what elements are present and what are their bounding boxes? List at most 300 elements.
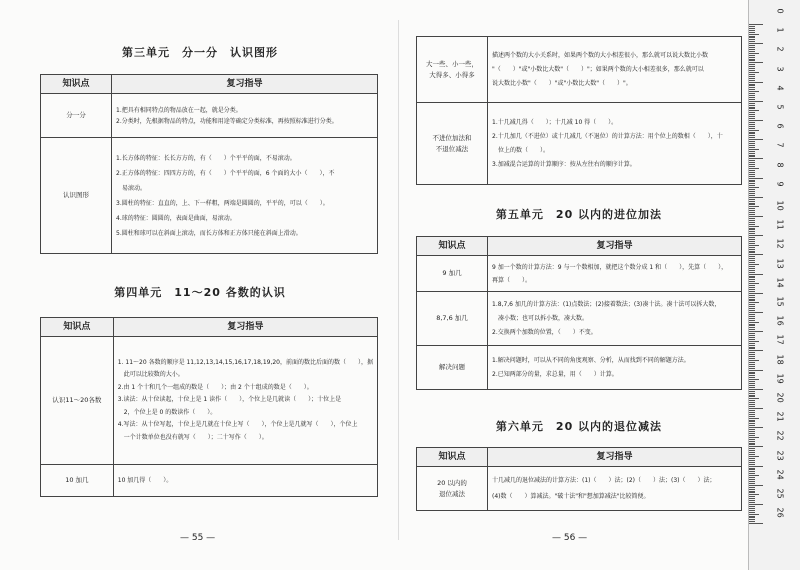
ruler-minor-tick	[749, 87, 755, 88]
ruler-minor-tick	[749, 51, 755, 52]
ruler-minor-tick	[749, 64, 755, 65]
guide-line: 4.球的特征：圆圆的，表面是曲面，易滚动。	[116, 214, 236, 222]
ruler-minor-tick	[749, 458, 755, 459]
ruler-number: 23	[775, 450, 785, 461]
ruler-minor-tick	[749, 322, 759, 323]
ruler-minor-tick	[749, 398, 759, 399]
ruler-minor-tick	[749, 439, 755, 440]
ruler-minor-tick	[749, 91, 759, 92]
ruler-major-tick	[749, 82, 763, 83]
ruler-minor-tick	[749, 452, 755, 453]
ruler-minor-tick	[749, 423, 755, 424]
ruler-minor-tick	[749, 324, 755, 325]
ruler-minor-tick	[749, 402, 755, 403]
ruler-minor-tick	[749, 387, 755, 388]
guide-cell	[112, 138, 378, 254]
ruler-minor-tick	[749, 95, 755, 96]
ruler-number: 4	[775, 85, 785, 91]
ruler-minor-tick	[749, 39, 755, 40]
ruler-minor-tick	[749, 204, 755, 205]
ruler-minor-tick	[749, 510, 755, 511]
ruler-minor-tick	[749, 448, 755, 449]
page-number: — 55 —	[180, 533, 216, 543]
ruler-minor-tick	[749, 268, 755, 269]
ruler-number: 24	[775, 469, 785, 480]
ruler-minor-tick	[749, 500, 755, 501]
guide-line: 1.把具有相同特点的物品放在一起，就是分类。	[116, 106, 242, 114]
ruler-minor-tick	[749, 337, 755, 338]
guide-line: 9 加一个数的计算方法：9 与一个数相加，就把这个数分成 1 和（ ），先算（ ），	[492, 263, 728, 271]
col-guide-header: 复习指导	[112, 75, 378, 94]
ruler-minor-tick	[749, 304, 755, 305]
ruler-minor-tick	[749, 57, 755, 58]
ruler-minor-tick	[749, 483, 755, 484]
ruler-minor-tick	[749, 34, 759, 35]
ruler-minor-tick	[749, 343, 755, 344]
ruler-minor-tick	[749, 85, 755, 86]
ruler-number: 10	[775, 200, 785, 211]
ruler-minor-tick	[749, 149, 759, 150]
ruler-minor-tick	[749, 404, 755, 405]
ruler-minor-tick	[749, 316, 755, 317]
ruler-minor-tick	[749, 164, 755, 165]
ruler-minor-tick	[749, 375, 755, 376]
ruler-minor-tick	[749, 283, 759, 284]
ruler-minor-tick	[749, 260, 755, 261]
ruler-minor-tick	[749, 473, 755, 474]
ruler-minor-tick	[749, 496, 755, 497]
ruler-minor-tick	[749, 212, 755, 213]
ruler-minor-tick	[749, 130, 759, 131]
ruler-minor-tick	[749, 281, 755, 282]
knowledge-point	[417, 103, 488, 185]
ruler-minor-tick	[749, 420, 755, 421]
ruler-major-tick	[749, 101, 763, 102]
guide-line: 位上的数（ ）。	[492, 146, 550, 154]
ruler-minor-tick	[749, 477, 755, 478]
ruler-number: 22	[775, 430, 785, 442]
ruler-minor-tick	[749, 425, 755, 426]
ruler-major-tick	[749, 331, 763, 332]
ruler-minor-tick	[749, 414, 755, 415]
ruler-minor-tick	[749, 118, 755, 119]
ruler-minor-tick	[749, 76, 755, 77]
ruler-minor-tick	[749, 30, 755, 31]
ruler-minor-tick	[749, 201, 755, 202]
col-knowledge-header: 知识点	[41, 318, 114, 337]
guide-line: 十几减几的退位减法的计算方法：(1)（ ）法；(2)（ ）法；(3)（ ）法；	[492, 476, 716, 484]
ruler-minor-tick	[749, 519, 755, 520]
ruler-minor-tick	[749, 308, 755, 309]
ruler-minor-tick	[749, 383, 755, 384]
ruler-major-tick	[749, 120, 763, 121]
ruler-minor-tick	[749, 279, 755, 280]
ruler-minor-tick	[749, 189, 755, 190]
guide-line: 1.十几减几得（ ）；十几减 10 得（ ）。	[492, 118, 618, 126]
ruler-minor-tick	[749, 166, 755, 167]
ruler-minor-tick	[749, 354, 755, 355]
guide-line: 2.由 1 个十和几个一组成的数是（ ）；由 2 个十组成的数是（ ）。	[117, 383, 313, 391]
ruler-minor-tick	[749, 229, 755, 230]
knowledge-point	[417, 37, 488, 103]
page-56	[400, 0, 745, 570]
ruler-minor-tick	[749, 329, 755, 330]
ruler-minor-tick	[749, 456, 759, 457]
ruler-minor-tick	[749, 264, 759, 265]
ruler-minor-tick	[749, 251, 755, 252]
ruler-major-tick	[749, 523, 763, 524]
knowledge-point: 分一分	[41, 94, 112, 138]
ruler-minor-tick	[749, 295, 755, 296]
ruler-minor-tick	[749, 266, 755, 267]
ruler-minor-tick	[749, 347, 755, 348]
ruler-minor-tick	[749, 72, 759, 73]
knowledge-line: 不退位减法	[435, 144, 469, 153]
ruler-minor-tick	[749, 26, 755, 27]
ruler-minor-tick	[749, 377, 755, 378]
ruler-minor-tick	[749, 172, 755, 173]
ruler-minor-tick	[749, 385, 755, 386]
ruler-minor-tick	[749, 185, 755, 186]
ruler-minor-tick	[749, 487, 755, 488]
ruler-major-tick	[749, 350, 763, 351]
ruler-minor-tick	[749, 110, 759, 111]
col-guide-header: 复习指导	[488, 448, 742, 467]
ruler-minor-tick	[749, 222, 755, 223]
col-knowledge-header: 知识点	[41, 75, 112, 94]
ruler-minor-tick	[749, 393, 755, 394]
guide-line: 2.交换两个加数的位置，（ ）不变。	[492, 328, 597, 336]
guide-line: 1.长方体的特征：长长方方的，有（ ）个平平的面，不易滚动。	[116, 154, 296, 162]
ruler-minor-tick	[749, 287, 755, 288]
ruler-minor-tick	[749, 310, 755, 311]
guide-line: 2.分类时，先根据物品的特点，功能和用途等确定分类标准，再按照标准进行分类。	[116, 117, 338, 125]
ruler-minor-tick	[749, 107, 755, 108]
ruler-minor-tick	[749, 410, 755, 411]
ruler-minor-tick	[749, 258, 755, 259]
ruler-minor-tick	[749, 517, 755, 518]
knowledge-point: 8,7,6 加几	[417, 292, 488, 346]
ruler-minor-tick	[749, 395, 755, 396]
unit5-table	[416, 236, 742, 390]
ruler-number: 21	[775, 411, 785, 422]
ruler-minor-tick	[749, 521, 755, 522]
ruler-minor-tick	[749, 335, 755, 336]
ruler-number: 12	[775, 238, 785, 250]
ruler-number: 16	[775, 315, 785, 326]
ruler-minor-tick	[749, 187, 759, 188]
ruler-minor-tick	[749, 256, 755, 257]
ruler-minor-tick	[749, 181, 755, 182]
ruler-minor-tick	[749, 78, 755, 79]
ruler-minor-tick	[749, 464, 755, 465]
ruler-number: 17	[775, 334, 785, 346]
ruler-minor-tick	[749, 339, 755, 340]
ruler-major-tick	[749, 389, 763, 390]
ruler-minor-tick	[749, 112, 755, 113]
ruler-number: 7	[775, 142, 785, 148]
ruler-minor-tick	[749, 168, 759, 169]
knowledge-point	[417, 467, 488, 511]
ruler-minor-tick	[749, 147, 755, 148]
ruler-minor-tick	[749, 199, 755, 200]
ruler-major-tick	[749, 504, 763, 505]
ruler-minor-tick	[749, 462, 755, 463]
ruler-minor-tick	[749, 325, 755, 326]
ruler-minor-tick	[749, 80, 755, 81]
knowledge-point: 认识图形	[41, 138, 112, 254]
col-guide-header: 复习指导	[113, 318, 377, 337]
ruler-number: 19	[775, 373, 785, 384]
ruler-number: 0	[775, 8, 785, 14]
guide-cell	[488, 467, 742, 511]
ruler-minor-tick	[749, 429, 755, 430]
ruler-major-tick	[749, 62, 763, 63]
ruler-minor-tick	[749, 433, 755, 434]
guide-line: 3.读法：从十位读起，十位上是 1 读作（ ），个位上是几就读（ ）；十位上是	[117, 396, 342, 404]
ruler-minor-tick	[749, 135, 755, 136]
ruler-minor-tick	[749, 36, 755, 37]
ruler-minor-tick	[749, 391, 755, 392]
ruler-major-tick	[749, 427, 763, 428]
ruler-minor-tick	[749, 28, 755, 29]
ruler-minor-tick	[749, 285, 755, 286]
ruler-minor-tick	[749, 126, 755, 127]
ruler-minor-tick	[749, 512, 755, 513]
ruler-minor-tick	[749, 37, 755, 38]
knowledge-line: 大一些、小一些，	[426, 59, 478, 68]
col-guide-header: 复习指导	[488, 237, 742, 256]
ruler-minor-tick	[749, 276, 755, 277]
ruler-minor-tick	[749, 153, 755, 154]
ruler-minor-tick	[749, 59, 755, 60]
ruler-minor-tick	[749, 214, 755, 215]
ruler-minor-tick	[749, 396, 755, 397]
ruler-major-tick	[749, 446, 763, 447]
ruler-minor-tick	[749, 252, 755, 253]
ruler-minor-tick	[749, 195, 755, 196]
ruler-minor-tick	[749, 32, 755, 33]
guide-line: 3.圆柱的特征：直直的，上、下一样粗，两端是圆圆的，平平的，可以（ ）。	[116, 199, 329, 207]
ruler-minor-tick	[749, 224, 755, 225]
guide-line: 10 加几得（ ）。	[117, 477, 173, 484]
ruler-major-tick	[749, 370, 763, 371]
ruler-minor-tick	[749, 320, 755, 321]
guide-line: 2，个位上是 0 的数读作（ ）。	[117, 408, 217, 416]
ruler-minor-tick	[749, 99, 755, 100]
guide-line: 1. 11～20 各数的顺序是 11,12,13,14,15,16,17,18,19,20，前面的数比后面的数（ ），据	[117, 358, 373, 366]
ruler-minor-tick	[749, 468, 755, 469]
ruler-minor-tick	[749, 291, 755, 292]
knowledge-line: 20 以内的	[437, 478, 467, 487]
guide-line: 再算（ ）。	[492, 276, 532, 284]
ruler-minor-tick	[749, 416, 755, 417]
ruler-major-tick	[749, 312, 763, 313]
ruler-minor-tick	[749, 348, 755, 349]
ruler-minor-tick	[749, 143, 755, 144]
ruler-minor-tick	[749, 412, 755, 413]
guide-line: 凑小数；也可以拆小数，凑大数。	[492, 314, 589, 322]
page-divider	[398, 20, 399, 540]
ruler-minor-tick	[749, 145, 755, 146]
ruler-minor-tick	[749, 400, 755, 401]
ruler-minor-tick	[749, 210, 755, 211]
ruler-minor-tick	[749, 381, 755, 382]
guide-line: 4.写法：从十位写起，十位上是几就在十位上写（ ），个位上是几就写（ ），个位上	[117, 421, 358, 429]
ruler-minor-tick	[749, 358, 755, 359]
unit4-table	[40, 317, 378, 497]
ruler-minor-tick	[749, 431, 755, 432]
ruler-minor-tick	[749, 133, 755, 134]
ruler-minor-tick	[749, 362, 755, 363]
ruler-minor-tick	[749, 418, 759, 419]
ruler-minor-tick	[749, 306, 755, 307]
ruler-minor-tick	[749, 498, 755, 499]
ruler-minor-tick	[749, 170, 755, 171]
ruler-number: 14	[775, 277, 785, 288]
guide-cell	[488, 346, 742, 390]
ruler-minor-tick	[749, 45, 755, 46]
ruler-minor-tick	[749, 481, 755, 482]
ruler-minor-tick	[749, 249, 755, 250]
guide-line: 1.8,7,6 加几的计算方法：(1)点数法；(2)接着数法；(3)凑十法。凑十法可以拆大数，	[492, 300, 721, 308]
guide-line: 2.十几加几（不进位）或十几减几（不退位）的计算方法：用个位上的数相（ ），十	[492, 132, 723, 140]
ruler-minor-tick	[749, 299, 755, 300]
ruler-major-tick	[749, 216, 763, 217]
ruler-minor-tick	[749, 289, 755, 290]
ruler-major-tick	[749, 235, 763, 236]
ruler-number: 3	[775, 66, 785, 72]
ruler-minor-tick	[749, 231, 755, 232]
col-knowledge-header: 知识点	[417, 448, 488, 467]
guide-cell	[488, 292, 742, 346]
ruler-minor-tick	[749, 270, 755, 271]
knowledge-line: 不进位加法和	[432, 133, 472, 142]
ruler-minor-tick	[749, 492, 755, 493]
ruler-minor-tick	[749, 494, 759, 495]
page-number: — 56 —	[552, 533, 588, 543]
ruler-minor-tick	[749, 132, 755, 133]
ruler-number: 20	[775, 392, 785, 403]
ruler-minor-tick	[749, 128, 755, 129]
ruler-minor-tick	[749, 247, 755, 248]
col-knowledge-header: 知识点	[417, 237, 488, 256]
ruler-minor-tick	[749, 356, 755, 357]
ruler-minor-tick	[749, 514, 759, 515]
ruler-minor-tick	[749, 89, 755, 90]
ruler-minor-tick	[749, 151, 755, 152]
guide-line: 1.解决问题时，可以从不同的角度观察、分析，从而找到不同的解题方法。	[492, 356, 690, 364]
unit4-title: 第四单元 11～20 各数的认识	[114, 286, 286, 299]
ruler-minor-tick	[749, 183, 755, 184]
ruler-minor-tick	[749, 421, 755, 422]
ruler-minor-tick	[749, 327, 755, 328]
ruler-minor-tick	[749, 174, 755, 175]
ruler-minor-tick	[749, 180, 755, 181]
ruler-minor-tick	[749, 341, 759, 342]
knowledge-point: 认识11～20各数	[41, 337, 114, 465]
ruler-minor-tick	[749, 352, 755, 353]
ruler-minor-tick	[749, 373, 755, 374]
ruler-minor-tick	[749, 333, 755, 334]
ruler-minor-tick	[749, 243, 755, 244]
ruler-minor-tick	[749, 122, 755, 123]
guide-cell	[113, 337, 377, 465]
ruler-minor-tick	[749, 84, 755, 85]
ruler-minor-tick	[749, 406, 755, 407]
ruler-minor-tick	[749, 103, 755, 104]
ruler-minor-tick	[749, 60, 755, 61]
ruler-major-tick	[749, 274, 763, 275]
ruler-minor-tick	[749, 460, 755, 461]
ruler-number: 13	[775, 258, 785, 269]
ruler-minor-tick	[749, 97, 755, 98]
ruler-major-tick	[749, 24, 763, 25]
guide-cell	[488, 103, 742, 185]
ruler-minor-tick	[749, 114, 755, 115]
ruler-minor-tick	[749, 300, 755, 301]
ruler-minor-tick	[749, 272, 755, 273]
ruler-minor-tick	[749, 53, 759, 54]
ruler-minor-tick	[749, 55, 755, 56]
unit6-table	[416, 447, 742, 511]
knowledge-line: 大得多、小得多	[429, 70, 475, 79]
ruler-minor-tick	[749, 233, 755, 234]
ruler-major-tick	[749, 485, 763, 486]
ruler-number: 25	[775, 488, 785, 499]
guide-line: 2.已知两部分的量，求总量，用（ ）计算。	[492, 370, 618, 378]
ruler-minor-tick	[749, 444, 755, 445]
guide-line: 描述两个数的大小关系时，如果两个数的大小相差很小，那么就可以说大数比小数	[492, 51, 709, 59]
ruler-minor-tick	[749, 191, 755, 192]
ruler	[748, 0, 800, 570]
ruler-minor-tick	[749, 47, 755, 48]
guide-line: 一个计数单位也没有就写（ ）；二十写作（ ）。	[117, 433, 268, 441]
ruler-minor-tick	[749, 156, 755, 157]
ruler-minor-tick	[749, 226, 759, 227]
ruler-major-tick	[749, 197, 763, 198]
ruler-minor-tick	[749, 502, 755, 503]
ruler-minor-tick	[749, 206, 759, 207]
ruler-minor-tick	[749, 314, 755, 315]
ruler-minor-tick	[749, 203, 755, 204]
ruler-minor-tick	[749, 218, 755, 219]
unit6-title: 第六单元 20 以内的退位减法	[495, 420, 663, 433]
ruler-minor-tick	[749, 366, 755, 367]
ruler-minor-tick	[749, 105, 755, 106]
ruler-minor-tick	[749, 489, 755, 490]
ruler-minor-tick	[749, 471, 755, 472]
ruler-minor-tick	[749, 277, 755, 278]
ruler-minor-tick	[749, 491, 755, 492]
ruler-number: 11	[775, 219, 785, 230]
ruler-minor-tick	[749, 155, 755, 156]
ruler-minor-tick	[749, 237, 755, 238]
ruler-major-tick	[749, 254, 763, 255]
unit4-continued-table	[416, 36, 742, 185]
ruler-number: 1	[775, 27, 785, 33]
ruler-number: 6	[775, 123, 785, 129]
ruler-minor-tick	[749, 241, 755, 242]
ruler-minor-tick	[749, 437, 759, 438]
guide-line: (4)数（ ）算减法。"破十法"和"想加算减法"比较简便。	[492, 492, 650, 500]
ruler-minor-tick	[749, 364, 755, 365]
knowledge-point: 解决问题	[417, 346, 488, 390]
ruler-number: 9	[775, 181, 785, 187]
ruler-minor-tick	[749, 450, 755, 451]
ruler-major-tick	[749, 43, 763, 44]
ruler-major-tick	[749, 139, 763, 140]
